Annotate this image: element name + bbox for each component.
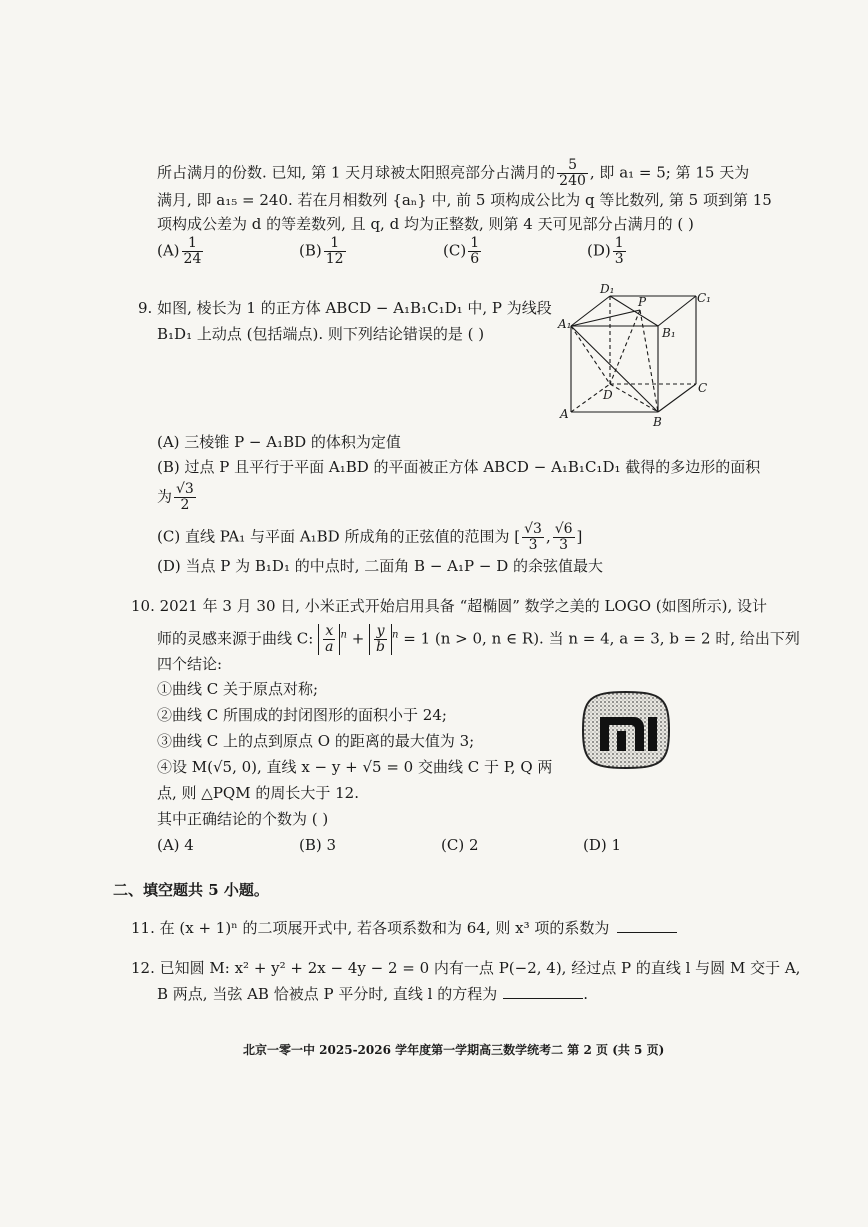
q8-option: (D) $\frac{1}{3}$: [587, 235, 624, 267]
label-D: D: [603, 388, 613, 402]
q10-conclusion-4b: 点, 则 △PQM 的周长大于 12.: [157, 784, 359, 802]
q11-answer-blank[interactable]: [617, 932, 677, 933]
q9-option-d: (D) 当点 P 为 B₁D₁ 的中点时, 二面角 B − A₁P − D 的余弦值最大: [157, 557, 604, 575]
q10-conclusion-1: ①曲线 C 关于原点对称;: [157, 680, 319, 698]
q8-fraction: $\frac{5}{240}$: [559, 157, 586, 189]
q12-answer-blank[interactable]: [503, 998, 583, 999]
q9-option-a: (A) 三棱锥 P − A₁BD 的体积为定值: [157, 433, 401, 451]
label-C: C: [698, 381, 708, 395]
q8-line1: 所占满月的份数. 已知, 第 1 天月球被太阳照亮部分占满月的 $\frac{5}{240}$ , 即 a₁ = 5; 第 15 天为: [157, 157, 750, 189]
q12-line2: B 两点, 当弦 AB 恰被点 P 平分时, 直线 l 的方程为 .: [157, 985, 589, 1003]
q8-line3: 项构成公差为 d 的等差数列, 且 q, d 均为正整数, 则第 4 天可见部分占满月的 ( ): [157, 215, 694, 233]
q8-option: (A) $\frac{1}{24}$: [157, 235, 202, 267]
q10-line2: 师的灵感来源于曲线 C: $\frac{x}{a}$ $^n$ + $\frac{y}{b}$ $^n$ = 1 (n > 0, n ∈ R). 当 n = 4, a = 3, b = 2 时, 给出下列: [157, 623, 800, 655]
q9-option-c: (C) 直线 PA₁ 与平面 A₁BD 所成角的正弦值的范围为 [ $\frac{√3}{3}$ , $\frac{√6}{3}$ ]: [157, 521, 583, 553]
q10-option: (B) 3: [299, 836, 337, 854]
q10-ask: 其中正确结论的个数为 ( ): [157, 810, 329, 828]
q10-conclusion-4: ④设 M(√5, 0), 直线 x − y + √5 = 0 交曲线 C 于 P, Q 两: [157, 758, 553, 776]
xiaomi-logo-image: [580, 689, 672, 771]
q10-conclusion-2: ②曲线 C 所围成的封闭图形的面积小于 24;: [157, 706, 447, 724]
q9-line2: B₁D₁ 上动点 (包括端点). 则下列结论错误的是 ( ): [157, 325, 485, 343]
cube-figure: [556, 280, 716, 428]
q8-line2: 满月, 即 a₁₅ = 240. 若在月相数列 {aₙ} 中, 前 5 项构成公比为 q 等比数列, 第 5 项到第 15: [157, 191, 772, 209]
q10-conclusion-3: ③曲线 C 上的点到原点 O 的距离的最大值为 3;: [157, 732, 475, 750]
q9-option-b-line2: 为 $\frac{√3}{2}$: [157, 481, 194, 513]
label-B: B: [653, 415, 662, 428]
q8-option: (B) $\frac{1}{12}$: [299, 235, 344, 267]
q10-option: (D) 1: [583, 836, 622, 854]
section-2-heading: 二、填空题共 5 小题。: [113, 881, 269, 899]
label-D1: D₁: [600, 282, 615, 296]
label-P: P: [638, 295, 647, 309]
q9-line1: 9. 如图, 棱长为 1 的正方体 ABCD − A₁B₁C₁D₁ 中, P 为线段: [138, 299, 552, 317]
label-A1: A₁: [558, 317, 572, 331]
label-B1: B₁: [662, 326, 676, 340]
q11: 11. 在 (x + 1)ⁿ 的二项展开式中, 若各项系数和为 64, 则 x³ 项的系数为: [131, 918, 677, 938]
q10-option: (C) 2: [441, 836, 479, 854]
q8-option: (C) $\frac{1}{6}$: [443, 235, 480, 267]
q12-line1: 12. 已知圆 M: x² + y² + 2x − 4y − 2 = 0 内有一点 P(−2, 4), 经过点 P 的直线 l 与圆 M 交于 A,: [131, 959, 801, 977]
label-C1: C₁: [697, 291, 711, 305]
q10-line1: 10. 2021 年 3 月 30 日, 小米正式开始启用具备 “超椭圆” 数学之美的 LOGO (如图所示), 设计: [131, 597, 767, 615]
q10-line3: 四个结论:: [157, 655, 223, 673]
q10-option: (A) 4: [157, 836, 194, 854]
q9-option-b-line1: (B) 过点 P 且平行于平面 A₁BD 的平面被正方体 ABCD − A₁B₁C₁D₁ 截得的多边形的面积: [157, 458, 761, 476]
page-footer: 北京一零一中 2025-2026 学年度第一学期高三数学统考二 第 2 页 (共 5 页): [243, 1043, 665, 1057]
label-A: A: [560, 407, 569, 421]
